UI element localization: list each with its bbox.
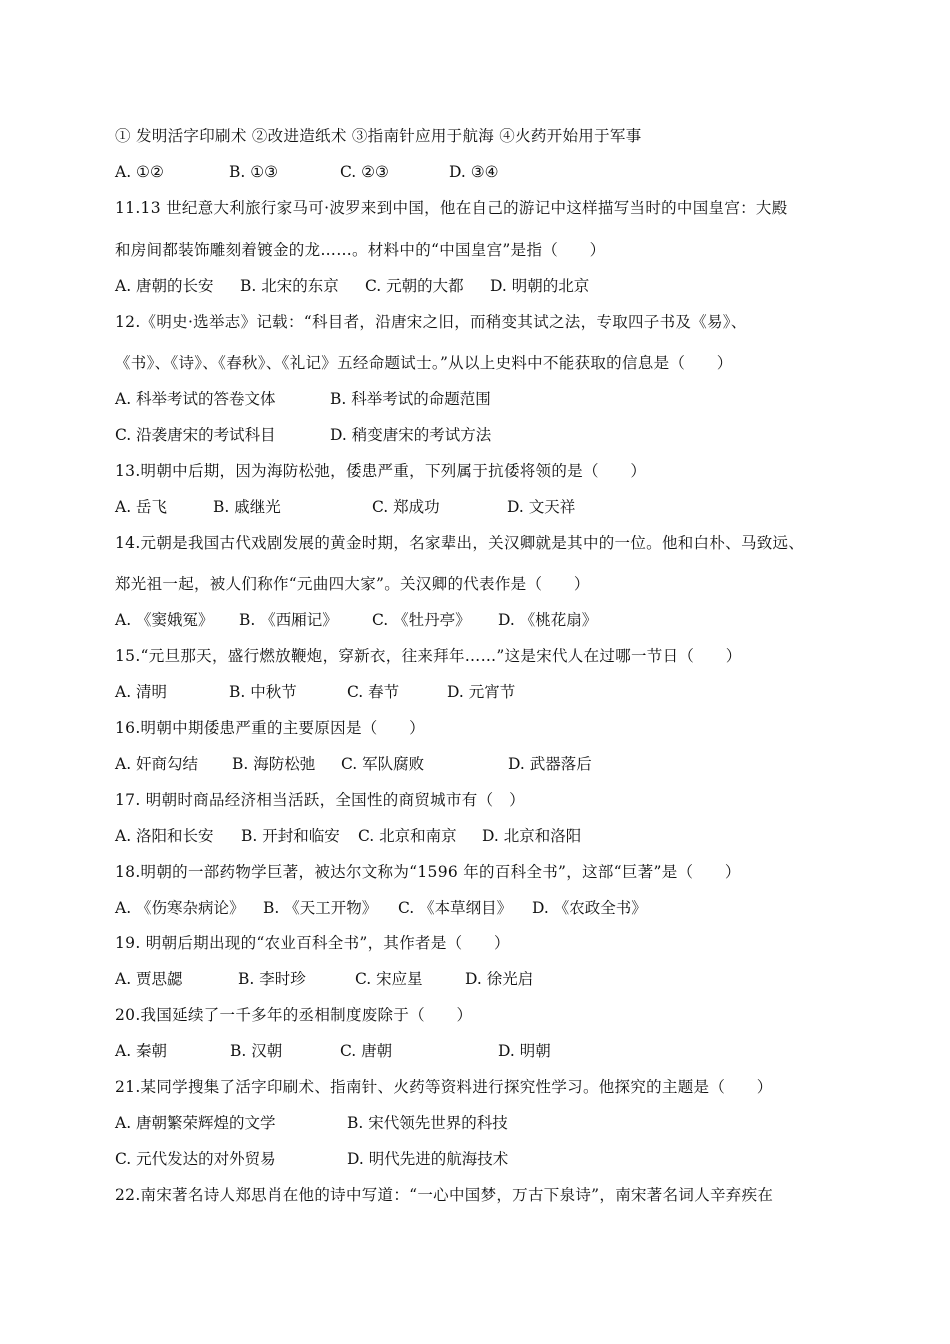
option: A. 唐朝的长安 <box>115 277 214 295</box>
options-row <box>115 826 875 846</box>
option: D. 徐光启 <box>465 970 534 988</box>
options-row <box>115 425 875 445</box>
option: A. 岳飞 <box>115 498 168 516</box>
question-line: 14.元朝是我国古代戏剧发展的黄金时期，名家辈出，关汉卿就是其中的一位。他和白朴、马致远、 <box>115 534 805 552</box>
question-line: ① 发明活字印刷术 ②改进造纸术 ③指南针应用于航海 ④火药开始用于军事 <box>115 127 642 145</box>
question-line: 17. 明朝时商品经济相当活跃，全国性的商贸城市有（ ） <box>115 791 525 809</box>
option: D. 元宵节 <box>447 683 516 701</box>
option: B. 海防松弛 <box>232 755 316 773</box>
option: B. 《西厢记》 <box>239 611 338 629</box>
option: D. ③④ <box>449 163 499 181</box>
question-line: 20.我国延续了一千多年的丞相制度废除于（ ） <box>115 1006 473 1024</box>
options-row <box>115 969 875 989</box>
options-row <box>115 1041 875 1061</box>
option: A. 秦朝 <box>115 1042 168 1060</box>
option: C. 唐朝 <box>340 1042 393 1060</box>
options-row <box>115 754 875 774</box>
options-row <box>115 497 875 517</box>
option: D. 北京和洛阳 <box>482 827 582 845</box>
option: D. 明朝 <box>498 1042 551 1060</box>
option: B. 汉朝 <box>230 1042 283 1060</box>
options-row <box>115 610 875 630</box>
option: D. 明代先进的航海技术 <box>347 1150 509 1168</box>
option: A. 贾思勰 <box>115 970 183 988</box>
option: C. 宋应星 <box>355 970 423 988</box>
question-line: 11.13 世纪意大利旅行家马可·波罗来到中国，他在自己的游记中这样描写当时的中国皇宫：大殿 <box>115 199 788 217</box>
option: C. 《牡丹亭》 <box>372 611 471 629</box>
option: D. 文天祥 <box>507 498 576 516</box>
option: B. 《天工开物》 <box>263 899 378 917</box>
option: C. 《本草纲目》 <box>398 899 513 917</box>
option: A. 《伤寒杂病论》 <box>115 899 245 917</box>
option: A. 《窦娥冤》 <box>115 611 214 629</box>
option: B. ①③ <box>229 163 279 181</box>
options-row <box>115 1149 875 1169</box>
question-line: 19. 明朝后期出现的“农业百科全书”，其作者是（ ） <box>115 934 510 952</box>
options-row <box>115 898 875 918</box>
option: A. 唐朝繁荣辉煌的文学 <box>115 1114 276 1132</box>
question-line: 《书》、《诗》、《春秋》、《礼记》五经命题试士。”从以上史料中不能获取的信息是（ ） <box>115 354 733 372</box>
option: A. 清明 <box>115 683 168 701</box>
options-row <box>115 682 875 702</box>
options-row <box>115 389 875 409</box>
options-row <box>115 1113 875 1133</box>
options-row <box>115 276 875 296</box>
option: B. 北宋的东京 <box>240 277 339 295</box>
option: A. 科举考试的答卷文体 <box>115 390 276 408</box>
option: D. 武器落后 <box>508 755 592 773</box>
option: C. 沿袭唐宋的考试科目 <box>115 426 276 444</box>
question-line: 13.明朝中后期，因为海防松弛，倭患严重，下列属于抗倭将领的是（ ） <box>115 462 647 480</box>
question-line: 12.《明史·选举志》记载：“科目者，沿唐宋之旧，而稍变其试之法，专取四子书及《易》、 <box>115 313 747 331</box>
question-line: 和房间都装饰雕刻着镀金的龙……。材料中的“中国皇宫”是指（ ） <box>115 241 606 259</box>
option: B. 中秋节 <box>229 683 297 701</box>
option: C. ②③ <box>340 163 389 181</box>
option: B. 开封和临安 <box>241 827 340 845</box>
question-line: 22.南宋著名诗人郑思肖在他的诗中写道：“一心中国梦，万古下泉诗”，南宋著名词人辛弃疾在 <box>115 1186 774 1204</box>
question-line: 郑光祖一起，被人们称作“元曲四大家”。关汉卿的代表作是（ ） <box>115 575 590 593</box>
option: D. 《桃花扇》 <box>498 611 598 629</box>
option: C. 元代发达的对外贸易 <box>115 1150 276 1168</box>
question-line: 18.明朝的一部药物学巨著，被达尔文称为“1596 年的百科全书”，这部“巨著”是（ ） <box>115 863 741 881</box>
option: D. 明朝的北京 <box>490 277 590 295</box>
option: B. 宋代领先世界的科技 <box>347 1114 508 1132</box>
option: D. 《农政全书》 <box>532 899 647 917</box>
question-line: 21.某同学搜集了活字印刷术、指南针、火药等资料进行探究性学习。他探究的主题是（ ） <box>115 1078 773 1096</box>
options-row <box>115 162 875 182</box>
option: A. 洛阳和长安 <box>115 827 214 845</box>
option: D. 稍变唐宋的考试方法 <box>330 426 492 444</box>
option: B. 戚继光 <box>213 498 281 516</box>
option: C. 春节 <box>347 683 400 701</box>
option: A. ①② <box>115 163 164 181</box>
option: B. 李时珍 <box>238 970 306 988</box>
option: A. 奸商勾结 <box>115 755 199 773</box>
question-line: 15.“元旦那天，盛行燃放鞭炮，穿新衣，往来拜年……”这是宋代人在过哪一节日（ ） <box>115 647 742 665</box>
question-line: 16.明朝中期倭患严重的主要原因是（ ） <box>115 719 425 737</box>
option: C. 军队腐败 <box>341 755 425 773</box>
option: C. 元朝的大都 <box>365 277 464 295</box>
option: C. 北京和南京 <box>358 827 457 845</box>
option: C. 郑成功 <box>372 498 440 516</box>
option: B. 科举考试的命题范围 <box>330 390 491 408</box>
